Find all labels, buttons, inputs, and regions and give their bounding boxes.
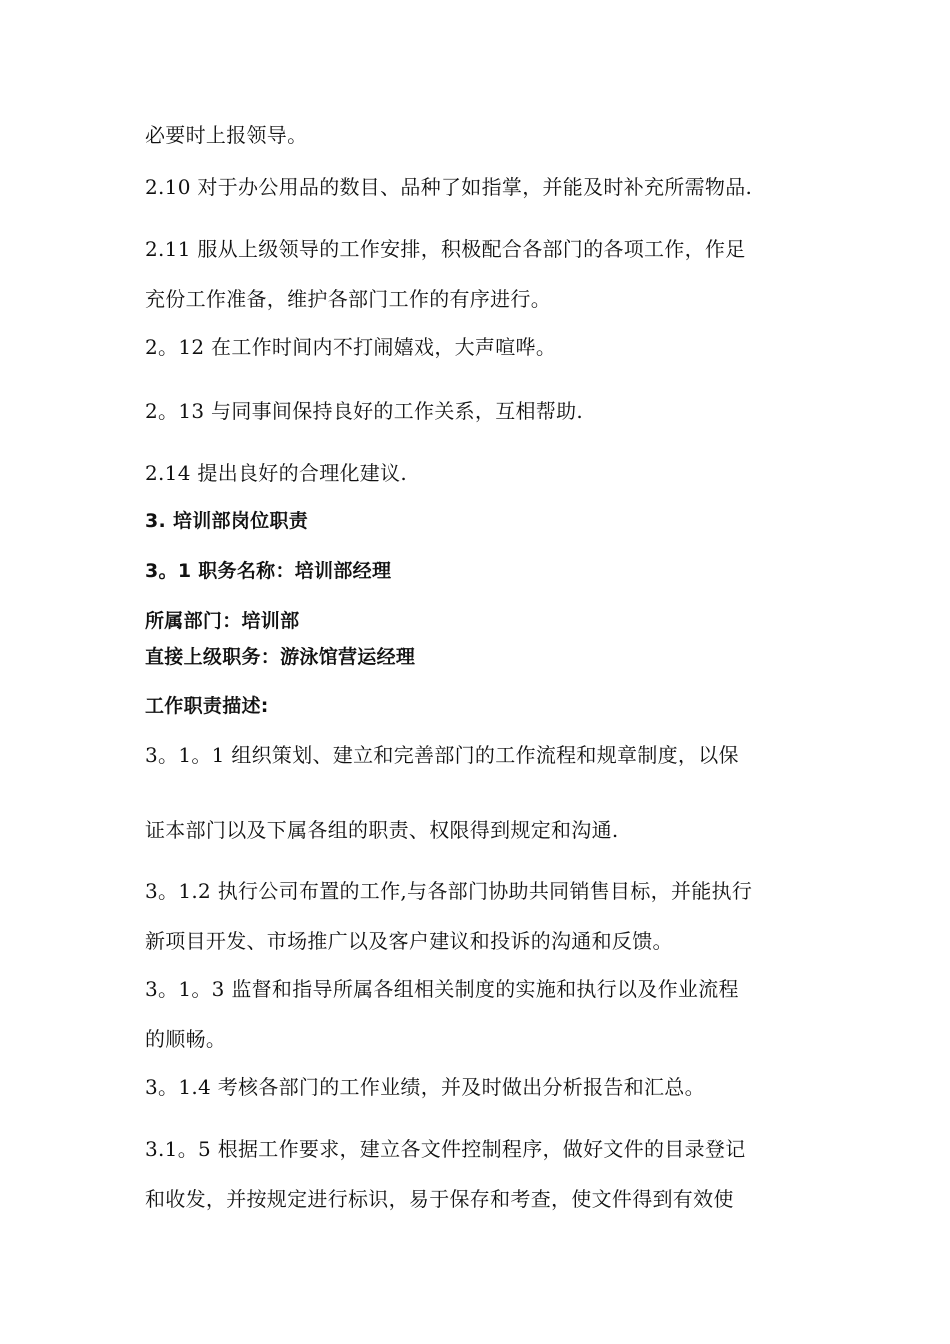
text-line: 2.10 对于办公用品的数目、品种了如指掌，并能及时补充所需物品. bbox=[145, 175, 753, 199]
text-line: 充份工作准备，维护各部门工作的有序进行。 bbox=[145, 287, 551, 311]
text-line: 3。1。1 组织策划、建立和完善部门的工作流程和规章制度，以保 bbox=[145, 743, 739, 767]
section-heading: 3. 培训部岗位职责 bbox=[145, 510, 309, 532]
text-line: 3.1。5 根据工作要求，建立各文件控制程序，做好文件的目录登记 bbox=[145, 1137, 746, 1161]
text-line: 2.14 提出良好的合理化建议. bbox=[145, 461, 408, 485]
text-line: 必要时上报领导。 bbox=[145, 123, 308, 147]
text-line: 的顺畅。 bbox=[145, 1027, 227, 1051]
text-line: 3。1.4 考核各部门的工作业绩，并及时做出分析报告和汇总。 bbox=[145, 1075, 705, 1099]
text-line: 和收发，并按规定进行标识，易于保存和考查，使文件得到有效使 bbox=[145, 1187, 734, 1211]
duties-heading: 工作职责描述: bbox=[145, 695, 269, 717]
text-line: 3。1.2 执行公司布置的工作,与各部门协助共同销售目标，并能执行 bbox=[145, 879, 753, 903]
supervisor-label: 直接上级职务：游泳馆营运经理 bbox=[145, 646, 416, 668]
text-line: 2。12 在工作时间内不打闹嬉戏，大声喧哗。 bbox=[145, 335, 557, 359]
text-line: 3。1。3 监督和指导所属各组相关制度的实施和执行以及作业流程 bbox=[145, 977, 739, 1001]
text-line: 新项目开发、市场推广以及客户建议和投诉的沟通和反馈。 bbox=[145, 929, 673, 953]
department-label: 所属部门：培训部 bbox=[145, 610, 300, 632]
text-line: 2.11 服从上级领导的工作安排，积极配合各部门的各项工作，作足 bbox=[145, 237, 746, 261]
text-line: 证本部门以及下属各组的职责、权限得到规定和沟通. bbox=[145, 818, 619, 842]
job-title-heading: 3。1 职务名称：培训部经理 bbox=[145, 560, 392, 582]
text-line: 2。13 与同事间保持良好的工作关系，互相帮助. bbox=[145, 399, 584, 423]
